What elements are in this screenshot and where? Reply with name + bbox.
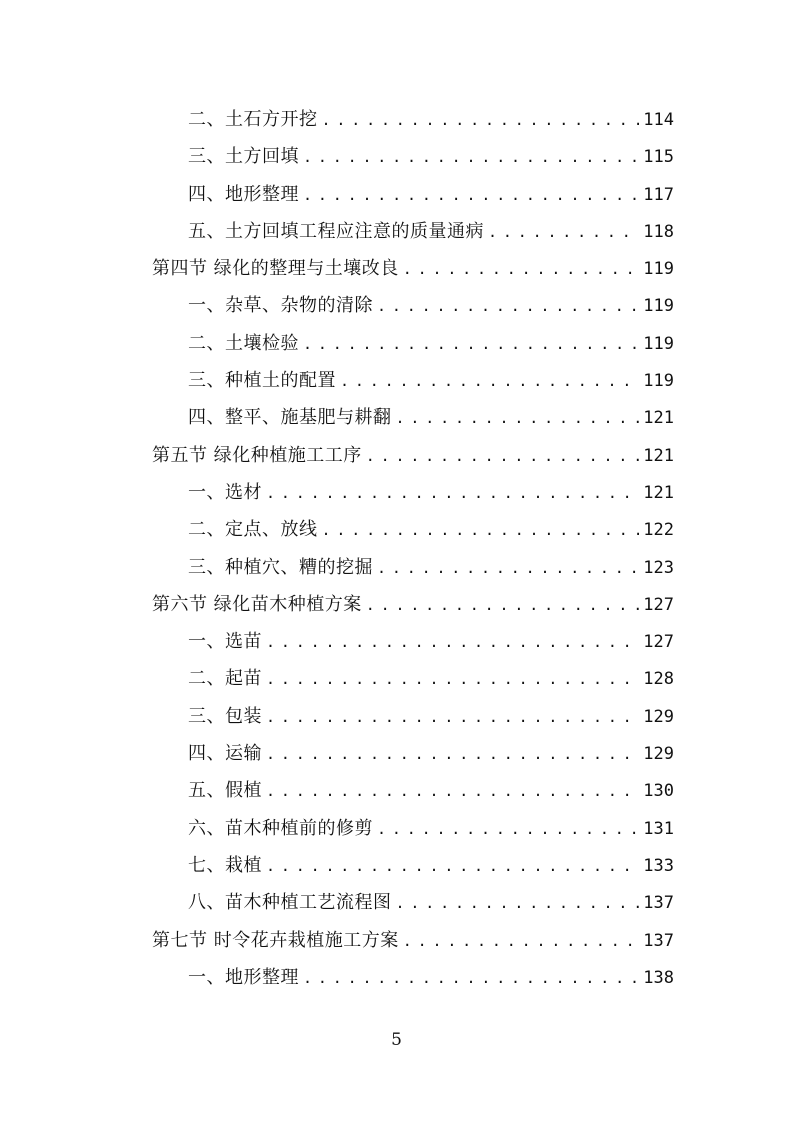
dot-leader	[303, 960, 639, 997]
toc-entry-page: 119	[643, 333, 674, 354]
dot-leader	[396, 400, 640, 437]
toc-entry-page: 138	[643, 967, 674, 988]
toc-entry-page: 114	[643, 110, 674, 130]
toc-entry-page: 130	[643, 781, 674, 802]
toc-entry-title: 五、假植	[188, 780, 262, 802]
toc-entry-title: 七、栽植	[188, 854, 262, 876]
toc-entry-title: 三、种植穴、糟的挖掘	[188, 556, 373, 578]
dot-leader	[303, 326, 639, 363]
dot-leader	[377, 550, 639, 587]
toc-section-entry[interactable]	[152, 586, 674, 623]
toc-subsection-entry[interactable]	[152, 959, 674, 996]
toc-entry-page: 121	[643, 445, 674, 466]
toc-subsection-entry[interactable]	[152, 698, 674, 735]
toc-subsection-entry[interactable]	[152, 884, 674, 921]
toc-subsection-entry[interactable]	[152, 287, 674, 324]
dot-leader	[377, 288, 639, 325]
dot-leader	[403, 923, 640, 960]
toc-entry-page: 137	[643, 893, 674, 914]
dot-leader	[266, 624, 639, 661]
toc-entry-title: 六、苗木种植前的修剪	[188, 817, 373, 839]
toc-entry-page: 127	[643, 632, 674, 653]
toc-entry-page: 121	[643, 482, 674, 503]
toc-entry-title: 三、种植土的配置	[188, 370, 336, 392]
toc-subsection-entry[interactable]	[152, 399, 674, 436]
dot-leader	[266, 736, 639, 773]
toc-subsection-entry[interactable]	[152, 511, 674, 548]
toc-entry-title: 第六节 绿化苗木种植方案	[152, 593, 362, 615]
dot-leader	[403, 251, 640, 288]
toc-entry-page: 131	[643, 818, 674, 839]
toc-entry-page: 118	[643, 221, 674, 242]
toc-subsection-entry[interactable]	[152, 623, 674, 660]
dot-leader	[366, 587, 640, 624]
toc-entry-title: 八、苗木种植工艺流程图	[188, 892, 392, 914]
toc-entry-page: 115	[643, 147, 674, 168]
dot-leader	[377, 811, 639, 848]
toc-section-entry[interactable]	[152, 437, 674, 474]
toc-entry-title: 三、土方回填	[188, 146, 299, 168]
toc-entry-title: 第四节 绿化的整理与土壤改良	[152, 258, 399, 280]
toc-subsection-entry[interactable]	[152, 847, 674, 884]
toc-entry-page: 119	[643, 259, 674, 280]
toc-entry-title: 第五节 绿化种植施工工序	[152, 444, 362, 466]
toc-entry-page: 119	[643, 371, 674, 392]
page-number: 5	[391, 1030, 402, 1050]
dot-leader	[303, 139, 639, 176]
dot-leader	[266, 773, 639, 810]
dot-leader	[266, 661, 639, 698]
toc-subsection-entry[interactable]	[152, 772, 674, 809]
toc-entry-page: 129	[643, 706, 674, 727]
dot-leader	[396, 885, 640, 922]
dot-leader	[322, 512, 640, 549]
dot-leader	[266, 475, 639, 512]
toc-subsection-entry[interactable]	[152, 362, 674, 399]
dot-leader	[322, 102, 640, 139]
toc-entry-title: 一、杂草、杂物的清除	[188, 295, 373, 317]
toc-entry-page: 123	[643, 557, 674, 578]
toc-section-entry[interactable]	[152, 250, 674, 287]
toc-entry-page: 133	[643, 855, 674, 876]
toc-entry-page: 137	[643, 930, 674, 951]
toc-entry-title: 四、整平、施基肥与耕翻	[188, 407, 392, 429]
toc-subsection-entry[interactable]	[152, 549, 674, 586]
toc-entry-title: 二、起苗	[188, 668, 262, 690]
toc-subsection-entry[interactable]	[152, 138, 674, 175]
dot-leader	[266, 699, 639, 736]
toc-entry-title: 二、土石方开挖	[188, 109, 318, 130]
toc-entry-page: 121	[643, 408, 674, 429]
dot-leader	[266, 848, 639, 885]
toc-entry-page: 117	[643, 184, 674, 205]
toc-entry-title: 二、土壤检验	[188, 332, 299, 354]
dot-leader	[303, 177, 639, 214]
toc-subsection-entry[interactable]	[152, 660, 674, 697]
toc-entry-title: 五、土方回填工程应注意的质量通病	[188, 220, 484, 242]
toc-entry-title: 三、包装	[188, 705, 262, 727]
toc-entry-page: 127	[643, 594, 674, 615]
toc-entry-title: 二、定点、放线	[188, 519, 318, 541]
toc-entry-title: 四、地形整理	[188, 183, 299, 205]
toc-entry-title: 一、选材	[188, 481, 262, 503]
toc-subsection-entry[interactable]	[152, 735, 674, 772]
dot-leader	[488, 214, 639, 251]
table-of-contents	[152, 101, 674, 996]
toc-subsection-entry[interactable]	[152, 810, 674, 847]
toc-entry-title: 一、选苗	[188, 631, 262, 653]
toc-entry-page: 119	[643, 296, 674, 317]
dot-leader	[340, 363, 639, 400]
toc-entry-title: 一、地形整理	[188, 966, 299, 988]
toc-entry-page: 122	[643, 520, 674, 541]
toc-subsection-entry[interactable]	[152, 325, 674, 362]
toc-subsection-entry[interactable]	[152, 101, 674, 138]
toc-section-entry[interactable]	[152, 922, 674, 959]
toc-subsection-entry[interactable]	[152, 474, 674, 511]
toc-subsection-entry[interactable]	[152, 213, 674, 250]
toc-entry-title: 四、运输	[188, 743, 262, 765]
toc-entry-page: 129	[643, 744, 674, 765]
dot-leader	[366, 438, 640, 475]
toc-entry-title: 第七节 时令花卉栽植施工方案	[152, 929, 399, 951]
toc-subsection-entry[interactable]	[152, 176, 674, 213]
toc-entry-page: 128	[643, 669, 674, 690]
